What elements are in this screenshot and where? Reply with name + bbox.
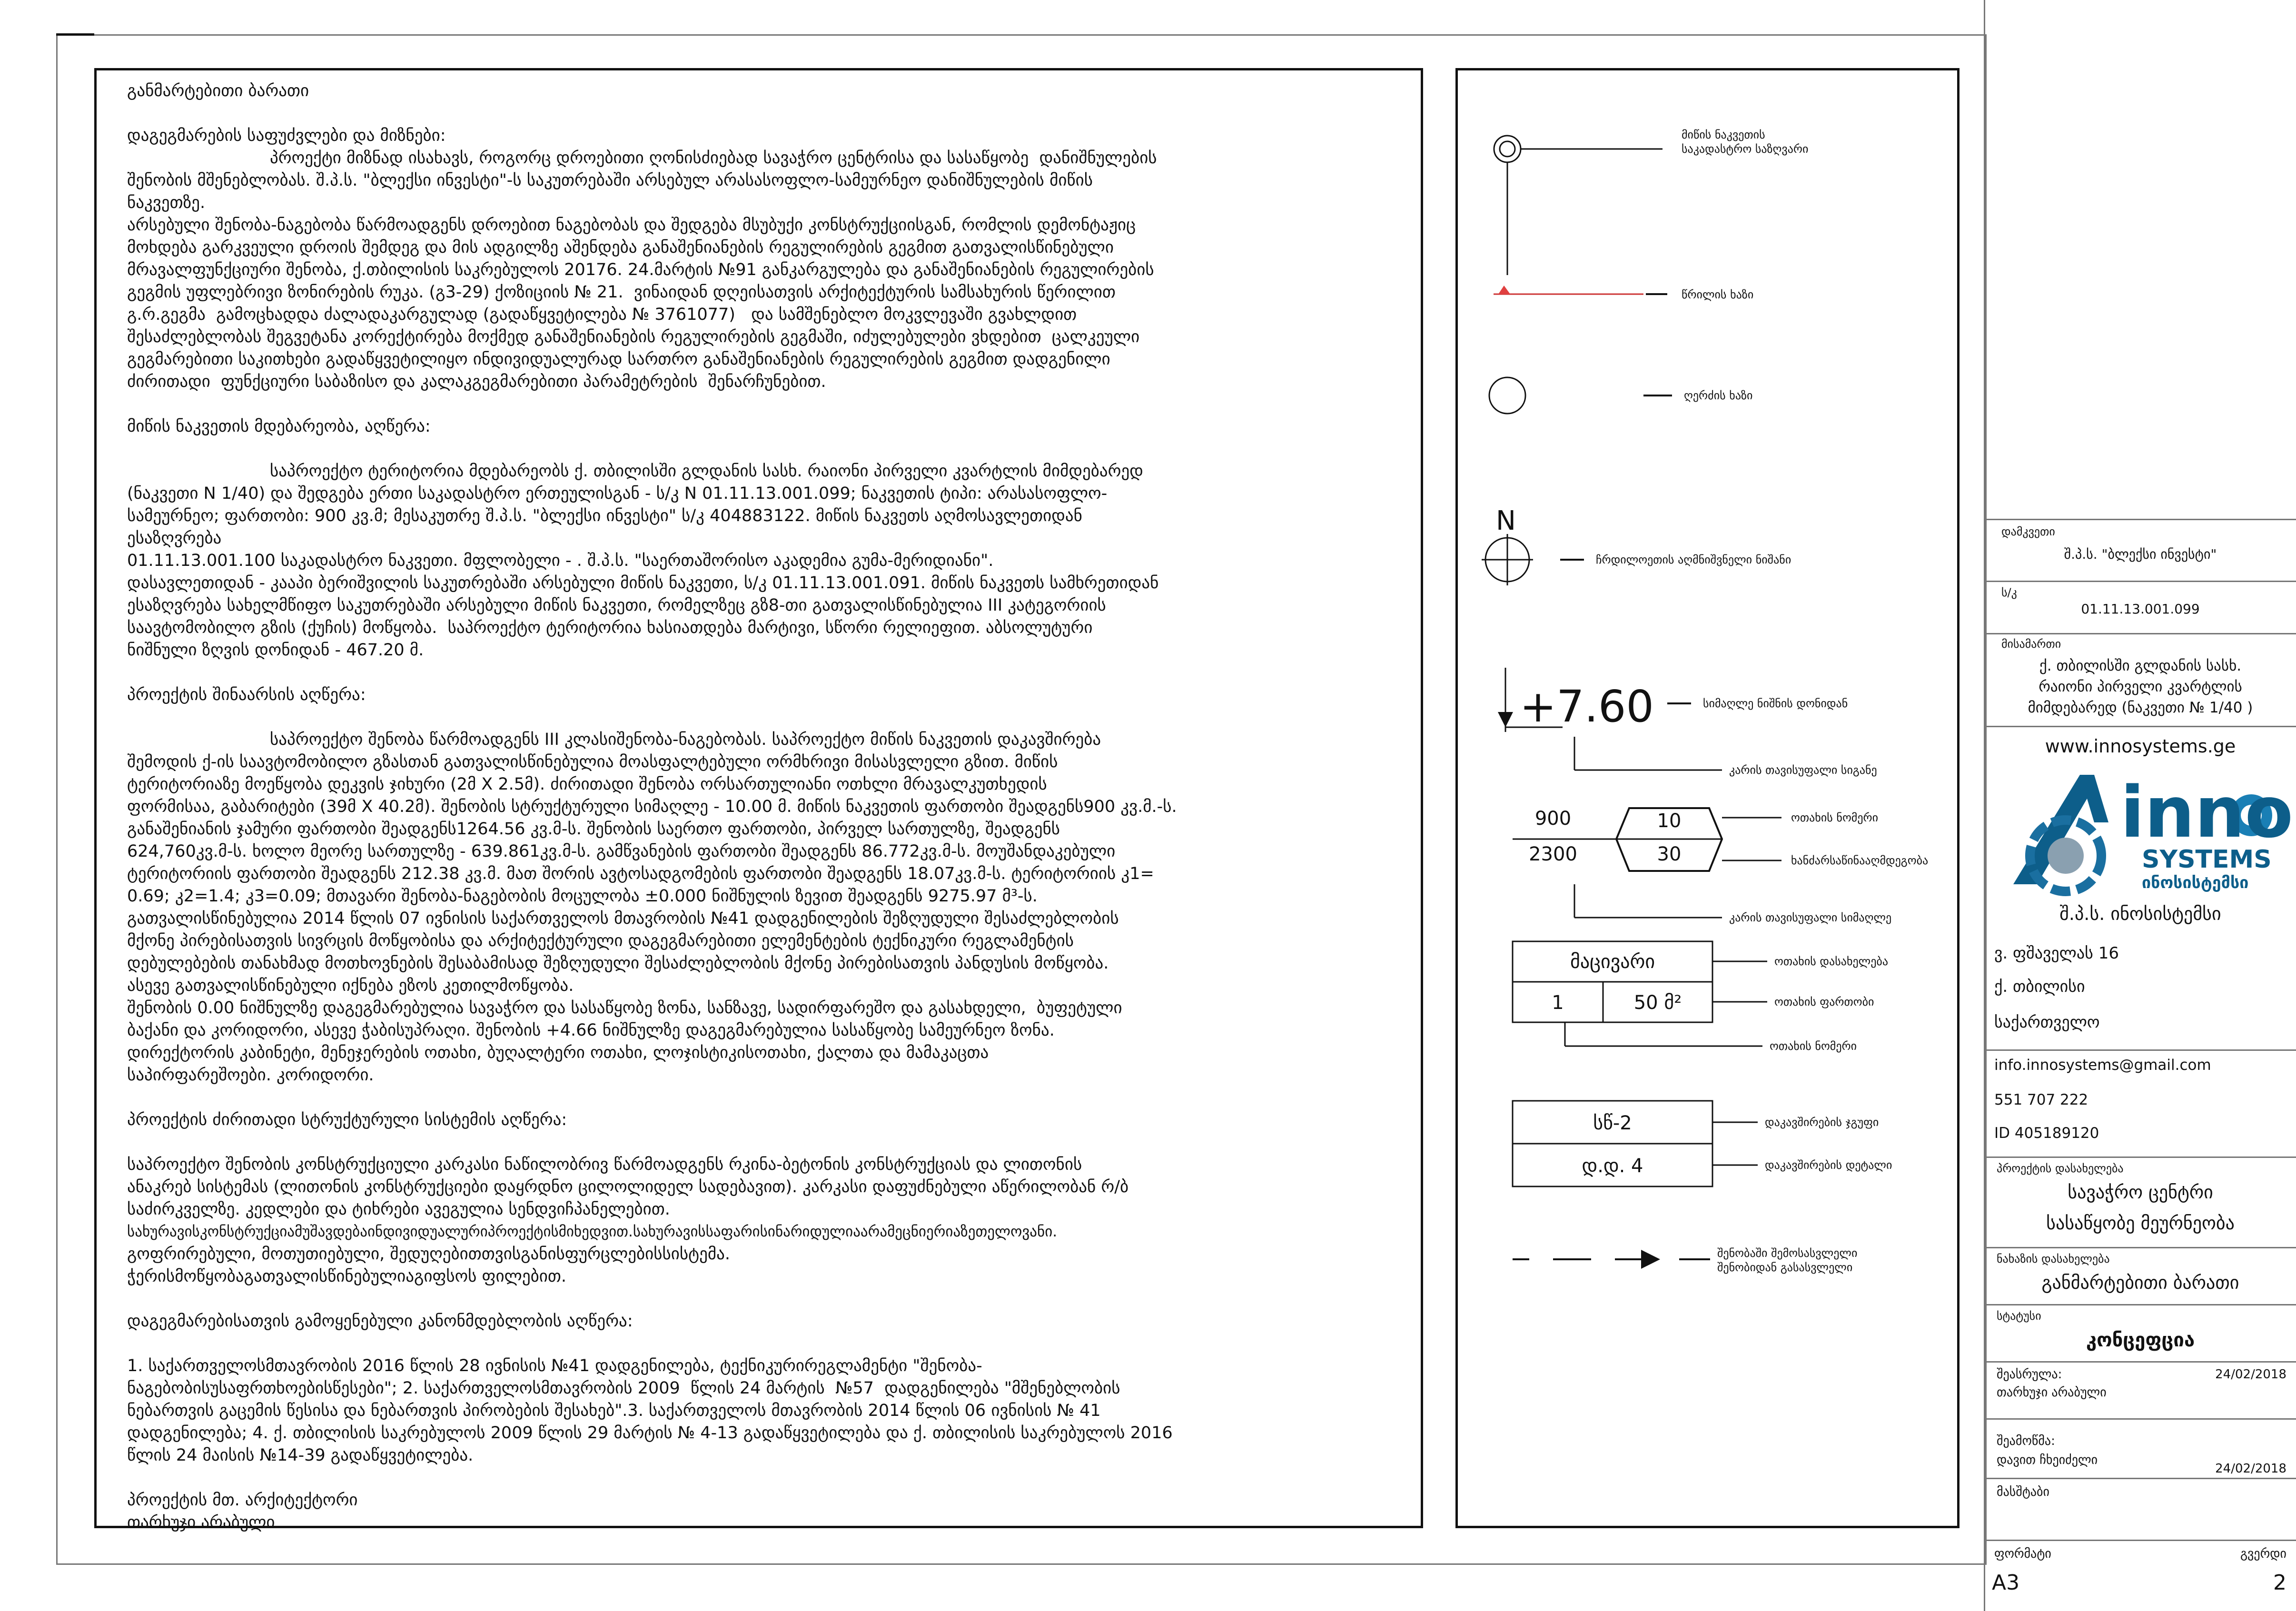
text-line: საპროექტო ტერიტორია მდებარეობს ქ. თბილისში გლდანის სასხ. რაიონი პირველი კვარტლის მიმდებარედ: [270, 462, 1143, 481]
checker-label: შეამოწმა:: [1997, 1434, 2055, 1448]
text-line: მქონე პირებისათვის სივრცის მოწყობისა და არქიტექტურული დაგეგმარებითი ელემენტების ტექნიკური რეგლამენტის: [127, 931, 1074, 950]
door-number: 10: [1657, 810, 1682, 832]
company-city: ქ. თბილისი: [1994, 977, 2085, 996]
client-row: [1985, 519, 2296, 581]
text-line: ასევე გათვალისწინებული იქნება ეზოს კეთილმოწყობა.: [127, 976, 574, 995]
svg-text:ინოსისტემსი: ინოსისტემსი: [2142, 873, 2249, 892]
text-line: 0.69; კ2=1.4; კ3=0.09; მთავარი შენობა-ნაგებობის მოცულობა ±0.000 ნიშნულის ზევით შეადგენს 9275.97 მ³-ს.: [127, 887, 1038, 906]
drawing-row: [1985, 1247, 2296, 1304]
text-line: პროექტი მიზნად ისახავს, როგორც დროებითი ღონისძიებად სავაჭრო ცენტრისა და სასაწყობე დანიშნულების: [270, 148, 1157, 168]
text-line: წლის 24 მაისის №14-39 გადაწყვეტილება.: [127, 1446, 474, 1465]
door-width: 900: [1534, 808, 1572, 830]
text-line: გეგმის უფლებრივი ზონირების რუკა. (გ3-29) ქოზიციის № 21. ვინაიდან დღეისათვის არქიტექტურის სამსახურის წერილით: [127, 283, 1116, 302]
text-line: ტერიტორიაზე მოეწყობა დეკვის ჯიხური (2მ X 2.5მ). ძირითადი შენობა ორსართულიანი ოთხლი მრავალკუთხედის: [127, 775, 1047, 794]
section-title: პროექტის შინაარსის აღწერა:: [127, 685, 366, 704]
format-value: A3: [1992, 1571, 2020, 1595]
text-line: სახურავისკონსტრუქციამუშავდებაინდივიდუალურიპროექტისმიხედვით.სახურავისსაფარისინარიდულიაარამეცნიერიაზეთელოვანი.: [127, 1223, 1058, 1240]
section-title: პროექტის ძირითადი სტრუქტურული სისტემის აღწერა:: [127, 1110, 567, 1129]
text-line: სამეურნეო; ფართობი: 900 კვ.მ; მესაკუთრე შ.პ.ს. "ბლექსი ინვესტი" ს/კ 404883122. მიწის ნაკვეთს აღმოსავლეთიდან: [127, 506, 1082, 525]
text-line: შემოდის ქ-ის საავტომობილო გზასთან გათვალისწინებულია მოასფალტებული ორმხრივი მისასვლელი გზით. მიწის: [127, 752, 1058, 771]
text-line: მრავალფუნქციური შენობა, ქ.თბილისის საკრებულოს 20176. 24.მარტის №91 განკარგულება და განაშენიანების რეგულირების: [127, 260, 1154, 279]
legend-door-height-label: კარის თავისუფალი სიმაღლე: [1729, 911, 1892, 924]
author-name: თარხუჯი არაბული: [1997, 1385, 2107, 1400]
company-country: საქართველო: [1994, 1013, 2100, 1032]
text-line: ანაკრებ სისტემას (ლითონის კონსტრუქციები დაყრდნო ცილოლიდელ სადებავით). კარკასი დაფუძნებული აწერილობან რ/ბ: [127, 1177, 1129, 1196]
format-row: [1985, 1540, 2296, 1611]
text-line: გოფრირებული, მოთუთიებული, შედუღებითთვისგანისფურცლებისსისტემა.: [127, 1245, 731, 1264]
level-value: +7.60: [1520, 681, 1654, 732]
checker-name: დავით ჩხეიძელი: [1997, 1453, 2098, 1467]
company-name: შ.პ.ს. ინოსისტემსი: [2059, 903, 2221, 924]
sk-label: ს/კ: [2001, 586, 2017, 599]
text-line: განაშენიანის ჯამური ფართობი შეადგენს1264.56 კვ.მ-ს. შენობის საერთო ფართობი, პირველ სართულზე, შეადგენს: [127, 820, 1060, 839]
legend-panel: [1455, 68, 1960, 1528]
text-line: 624,760კვ.მ-ს. ხოლო მეორე სართულზე - 639.861კვ.მ-ს. გამწვანების ფართობი შეადგენს 86.772კვ.მ-ს. მოუშანდაკებული: [127, 842, 1116, 861]
text-line: საპირფარეშოები. კორიდორი.: [127, 1066, 374, 1085]
company-website[interactable]: www.innosystems.ge: [2045, 736, 2236, 757]
legend-door-number-label: ოთახის ნომერი: [1791, 811, 1879, 824]
text-line: ნებართვის გაცემის წესისა და ნებართვის პირობების შესახებ".3. საქართველოს მთავრობის 2014 წლის 06 ივნისის № 41: [127, 1401, 1101, 1420]
author-date: 24/02/2018: [2215, 1367, 2286, 1382]
text-line: დებულებების თანახმად მოთხოვნების შესაბამისად შეზღუდული შესაძლებლობის მქონე პირებისათვის პანდუსის მოწყობა.: [127, 954, 1109, 973]
company-logo-icon: [1985, 765, 2296, 918]
text-line: შენობის მშენებლობას. შ.პ.ს. "ბლექსი ინვესტი"-ს საკუთრებაში არსებულ არასასოფლო-სამეურნეო დანიშნულების მიწის: [127, 171, 1093, 190]
legend-door-fire-label: ხანძარსაწინააღმდეგობა: [1791, 854, 1929, 867]
company-phone[interactable]: 551 707 222: [1994, 1091, 2088, 1108]
project-name-label: პროექტის დასახელება: [1997, 1162, 2124, 1175]
svg-text:inno: inno: [2120, 771, 2294, 853]
contact-row: [1985, 1049, 2296, 1156]
legend-boundary-label-2: საკადასტრო საზღვარი: [1682, 142, 1809, 156]
text-line: მოხდება გარკვეული დროის შემდეგ და მის ადგილზე აშენდება განაშენიანების რეგულირების გეგმით გათვალისწინებული: [127, 238, 1114, 257]
legend-entrance-label: შენობაში შემოსასვლელი: [1717, 1246, 1858, 1260]
format-label: ფორმატი: [1994, 1547, 2051, 1561]
sk-row: [1985, 581, 2296, 633]
text-line: 1. საქართველოსმთავრობის 2016 წლის 28 ივნისის №41 დადგენილება, ტექნიკურირეგლამენტი "შენობა-: [127, 1356, 982, 1375]
section-title: დაგეგმარების საფუძვლები და მიზნები:: [127, 126, 446, 145]
explanatory-note-text: [94, 68, 1423, 1532]
project-name-2: სასაწყობე მეურნეობა: [2046, 1213, 2235, 1234]
text-line: გათვალისწინებულია 2014 წლის 07 ივნისის საქართველოს მთავრობის №41 დადგენილების შეზღუდული შესაძლებლობის: [127, 909, 1119, 928]
company-email[interactable]: info.innosystems@gmail.com: [1994, 1057, 2211, 1074]
north-letter: N: [1496, 505, 1516, 536]
door-fire-class: 30: [1657, 843, 1682, 865]
red-line-icon: [1494, 286, 1667, 294]
text-line: არსებული შენობა-ნაგებობა წარმოადგენს დროებით ნაგებობას და შედგება მსუბუქი კონსტრუქციისგან, რომლის დემონტაჟიც: [127, 216, 1136, 235]
text-line: (ნაკვეთი N 1/40) და შედგება ერთი საკადასტრო ერთეულისგან - ს/კ N 01.11.13.001.099; ნაკვეთის ტიპი: არასასოფლო-: [127, 484, 1108, 503]
link-detail: დ.დ. 4: [1582, 1155, 1643, 1177]
room-name: მაცივარი: [1570, 951, 1655, 973]
text-line: საავტომობილო გზის (ქუჩის) მოწყობა. საპროექტო ტერიტორია ხასიათდება მარტივი, სწორი რელიეფით. აბსოლუტური: [127, 618, 1093, 637]
legend-link-detail-label: დაკავშირების დეტალი: [1765, 1158, 1892, 1172]
text-line: საპროექტო შენობა წარმოადგენს III კლასიშენობა-ნაგებობას. საპროექტო მიწის ნაკვეთის დაკავშირება: [270, 730, 1101, 749]
cadastral-boundary-icon: [1494, 136, 1663, 275]
text-line: დირექტორის კაბინეტი, მენეჯერების ოთახი, ბუღალტერი ოთახი, ლოჯისტიკისოთახი, ქალთა და მამაკაცთა: [127, 1043, 989, 1062]
signature-role: პროექტის მთ. არქიტექტორი: [127, 1491, 358, 1510]
axis-circle-icon: [1489, 377, 1672, 414]
entrance-arrow-icon: [1513, 1250, 1710, 1269]
text-line: საპროექტო შენობის კონსტრუქციული კარკასი ნაწილობრივ წარმოადგენს რკინა-ბეტონის კონსტრუქციას და ლითონის: [127, 1155, 1082, 1174]
drawing-name-label: ნახაზის დასახელება: [1997, 1252, 2110, 1265]
company-id: ID 405189120: [1994, 1125, 2099, 1142]
legend-link-group-label: დაკავშირების ჯგუფი: [1765, 1116, 1879, 1129]
text-line: დასავლეთიდან - კააპი ბერიშვილის საკუთრებაში არსებული მიწის ნაკვეთი, ს/კ 01.11.13.001.091. მიწის ნაკვეთს სამხრეთიდან: [127, 573, 1159, 593]
company-street: ვ. ფშაველას 16: [1994, 944, 2119, 963]
text-line: ძირითადი ფუნქციური საბაზისო და კალაკგეგმარებითი პარამეტრების შენარჩუნებით.: [127, 372, 826, 391]
legend-north-label: ჩრდილოეთის აღმნიშვნელი ნიშანი: [1596, 553, 1791, 566]
author-label: შეასრულა:: [1997, 1367, 2062, 1382]
scale-row: [1985, 1478, 2296, 1540]
address-line-2: რაიონი პირველი კვარტლის: [2039, 678, 2242, 695]
north-arrow-icon: [1482, 534, 1584, 585]
address-label: მისამართი: [2001, 637, 2061, 651]
scale-label: მასშტაბი: [1997, 1485, 2049, 1499]
section-title: დაგეგმარებისათვის გამოყენებული კანონმდებლობის აღწერა:: [127, 1312, 633, 1331]
legend-room-area-label: ოთახის ფართობი: [1774, 995, 1874, 1008]
project-row: [1985, 1156, 2296, 1247]
checker-row: [1985, 1418, 2296, 1478]
status-label: სტატუსი: [1997, 1309, 2041, 1323]
text-line: ჭერისმოწყობაგათვალისწინებულიაგიფსოს ფილებით.: [127, 1267, 566, 1286]
company-row: [1985, 726, 2296, 1049]
text-line: ნაკვეთზე.: [127, 193, 206, 212]
text-line: შესაძლებლობას შეგვეტანა კორექტირება მოქმედ განაშენიანების რეგულირების გეგმაში, იძულებულები ვხდებით ცალკეული: [127, 327, 1140, 346]
checker-date: 24/02/2018: [2215, 1462, 2286, 1476]
legend-room-name-label: ოთახის დასახელება: [1774, 955, 1889, 968]
room-number: 1: [1552, 992, 1564, 1014]
text-line: საძირკველზე. კედლები და ტიხრები ავეგულია სენდვიჩპანელებით.: [127, 1200, 670, 1219]
frame-tick: [56, 33, 94, 36]
page-number: 2: [2273, 1571, 2286, 1595]
door-height: 2300: [1529, 843, 1577, 865]
text-line: შენობის 0.00 ნიშნულზე დაგეგმარებულია სავაჭრო და სასაწყობე ზონა, სანზავე, სადირფარეშო და გასახდელი, ბუფეტული: [127, 998, 1122, 1018]
client-label: დამკვეთი: [2001, 525, 2055, 538]
text-line: ესაზღვრება: [127, 529, 222, 548]
legend-door-width-label: კარის თავისუფალი სიგანე: [1729, 763, 1877, 777]
link-code: სწ-2: [1593, 1112, 1632, 1134]
note-title: განმარტებითი ბარათი: [127, 81, 309, 100]
address-line-1: ქ. თბილისში გლდანის სასხ.: [2039, 657, 2242, 674]
signature-name: თარხუჯი არაბული: [127, 1513, 275, 1532]
svg-text:SYSTEMS: SYSTEMS: [2142, 845, 2272, 874]
text-line: ბაქანი და კორიდორი, ასევე ჭაბისუპრაღი. შენობის +4.66 ნიშნულზე დაგეგმარებულია სასაწყობე სამეურნეო ზონა.: [127, 1021, 1055, 1040]
text-line: ტერიტორიის ფართობი შეადგენს 212.38 კვ.მ. მათ შორის ავტოსადგომების ფართობი შეადგენს 18.07კვ.მ-ს. ტერიტორიის კ1=: [127, 864, 1154, 883]
legend-red-line-label: წრილის ხაზი: [1682, 288, 1754, 301]
text-line: ნიშნული ზღვის დონიდან - 467.20 მ.: [127, 641, 424, 660]
legend-axis-label: ღერძის ხაზი: [1684, 389, 1753, 402]
status-row: [1985, 1304, 2296, 1361]
legend-room-number-label: ოთახის ნომერი: [1770, 1039, 1857, 1053]
text-line: 01.11.13.001.100 საკადასტრო ნაკვეთი. მფლობელი - . შ.პ.ს. "საერთაშორისო აკადემია გუმა-მერიდიანი".: [127, 551, 994, 570]
text-line: გ.რ.გეგმა გამოცხადდა ძალადაკარგულად (გადაწყვეტილება № 3761077) და სამშენებლო მოკვლევაში გვახლდით: [127, 305, 1077, 324]
text-line: დადგენილება; 4. ქ. თბილისის საკრებულოს 2009 წლის 29 მარტის № 4-13 გადაწყვეტილება და ქ. თბილისის საკრებულოს 2016: [127, 1423, 1173, 1443]
legend-boundary-label: მიწის ნაკვეთის: [1682, 128, 1765, 141]
drawing-name: განმარტებითი ბარათი: [2041, 1272, 2239, 1293]
project-name-1: სავაჭრო ცენტრი: [2068, 1182, 2213, 1203]
text-line: ესაზღვრება სახელმწიფო საკუთრებაში არსებული მიწის ნაკვეთი, რომელზეც გზ8-თი გათვალისწინებულია III კატეგორიის: [127, 596, 1106, 615]
legend-exit-label: შენობიდან გასასვლელი: [1717, 1261, 1853, 1274]
address-line-3: მიმდებარედ (ნაკვეთი № 1/40 ): [2028, 699, 2253, 716]
cadastral-code: 01.11.13.001.099: [2081, 601, 2200, 617]
legend-level-label: სიმაღლე ნიშნის დონიდან: [1703, 697, 1848, 710]
page-label: გვერდი: [2240, 1547, 2286, 1561]
text-line: გეგმარებითი საკითხები გადაწყვეტილიყო ინდივიდუალურად სართრო განაშენიანების რეგულირების გეგმით დადგენილი: [127, 350, 1110, 369]
client-name: შ.პ.ს. "ბლექსი ინვესტი": [2064, 546, 2217, 562]
section-title: მიწის ნაკვეთის მდებარეობა, აღწერა:: [127, 417, 431, 436]
text-line: ნაგებობისუსაფრთხოებისწესები"; 2. საქართველოსმთავრობის 2009 წლის 24 მარტის №57 დადგენილება "მშენებლობის: [127, 1379, 1120, 1398]
author-row: [1985, 1361, 2296, 1418]
room-area: 50 მ²: [1633, 992, 1682, 1014]
text-line: ფორმისაა, გაბარიტები (39მ X 40.2მ). შენობის სტრუქტურული სიმაღლე - 10.00 მ. მიწის ნაკვეთის ფართობი შეადგენს900 კვ.მ.-ს.: [127, 797, 1177, 816]
status-value: კონცეფცია: [2086, 1329, 2195, 1351]
address-row: [1985, 633, 2296, 726]
